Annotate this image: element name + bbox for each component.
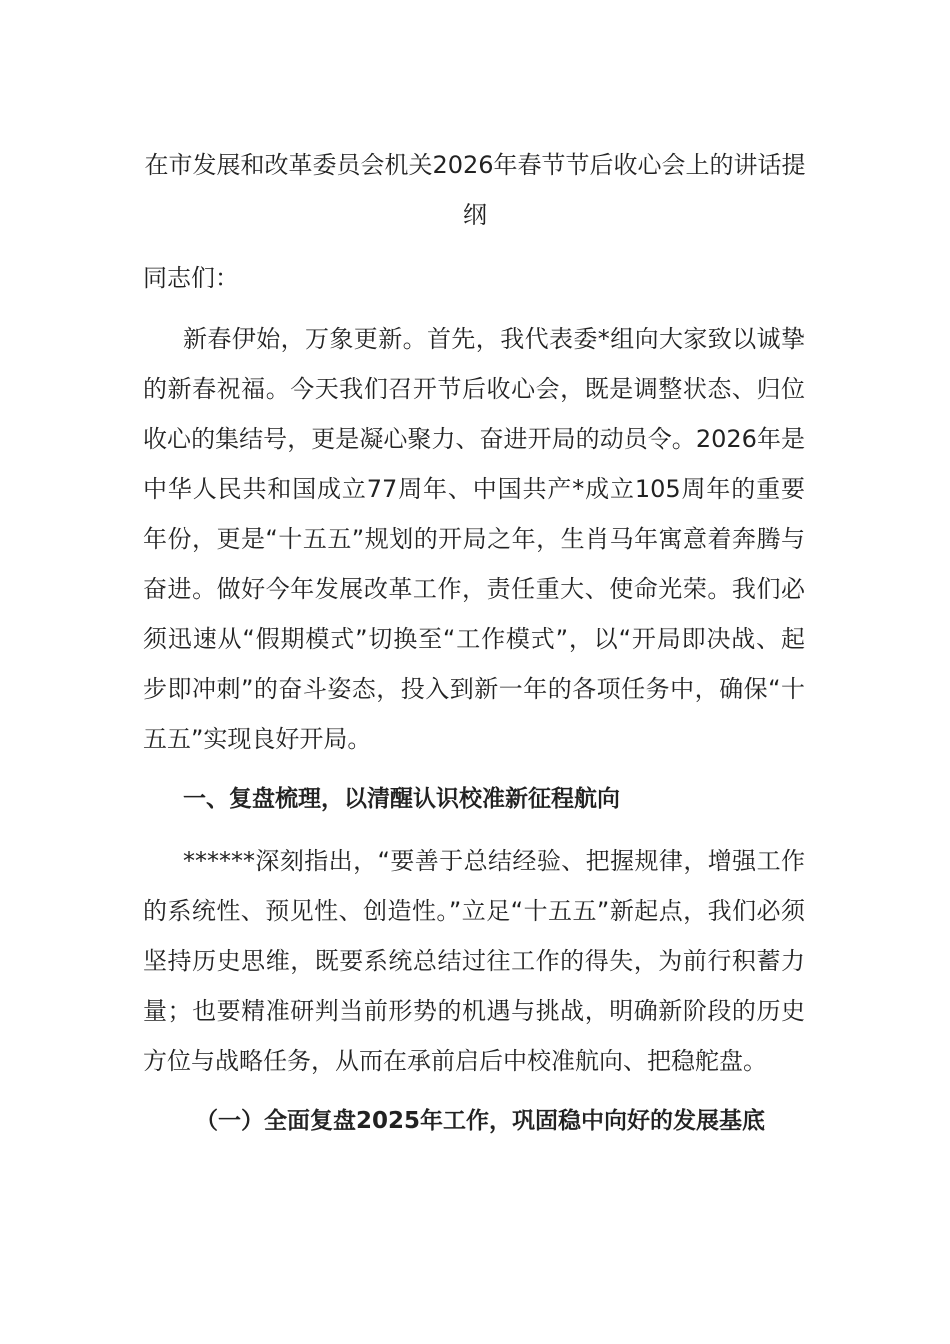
document-title: 在市发展和改革委员会机关2026年春节节后收心会上的讲话提纲 xyxy=(144,151,806,229)
intro-paragraph: 新春伊始，万象更新。首先，我代表委*组向大家致以诚挚的新春祝福。今天我们召开节后收心会，既是调整状态、归位收心的集结号，更是凝心聚力、奋进开局的动员令。2026年是中华人民共和国成立77周年、中国共产*成立105周年的重要年份，更是“十五五”规划的开局之年，生肖马年寓意着奔腾与奋进。做好今年发展改革工作，责任重大、使命光荣。我们必须迅速从“假期模式”切换至“工作模式”，以“开局即决战、起步即冲刺”的奋斗姿态，投入到新一年的各项任务中，确保“十五五”实现良好开局。 xyxy=(143,325,805,753)
subsection-heading-1: （一）全面复盘2025年工作，巩固稳中向好的发展基底 xyxy=(195,1108,766,1134)
section-heading-1: 一、复盘梳理，以清醒认识校准新征程航向 xyxy=(183,786,620,812)
section-1-paragraph: ******深刻指出，“要善于总结经验、把握规律，增强工作的系统性、预见性、创造性。”立足“十五五”新起点，我们必须坚持历史思维，既要系统总结过往工作的得失，为前行积蓄力量；也要精准研判当前形势的机遇与挑战，明确新阶段的历史方位与战略任务，从而在承前启后中校准航向、把稳舵盘。 xyxy=(143,847,805,1075)
salutation: 同志们： xyxy=(143,264,239,292)
